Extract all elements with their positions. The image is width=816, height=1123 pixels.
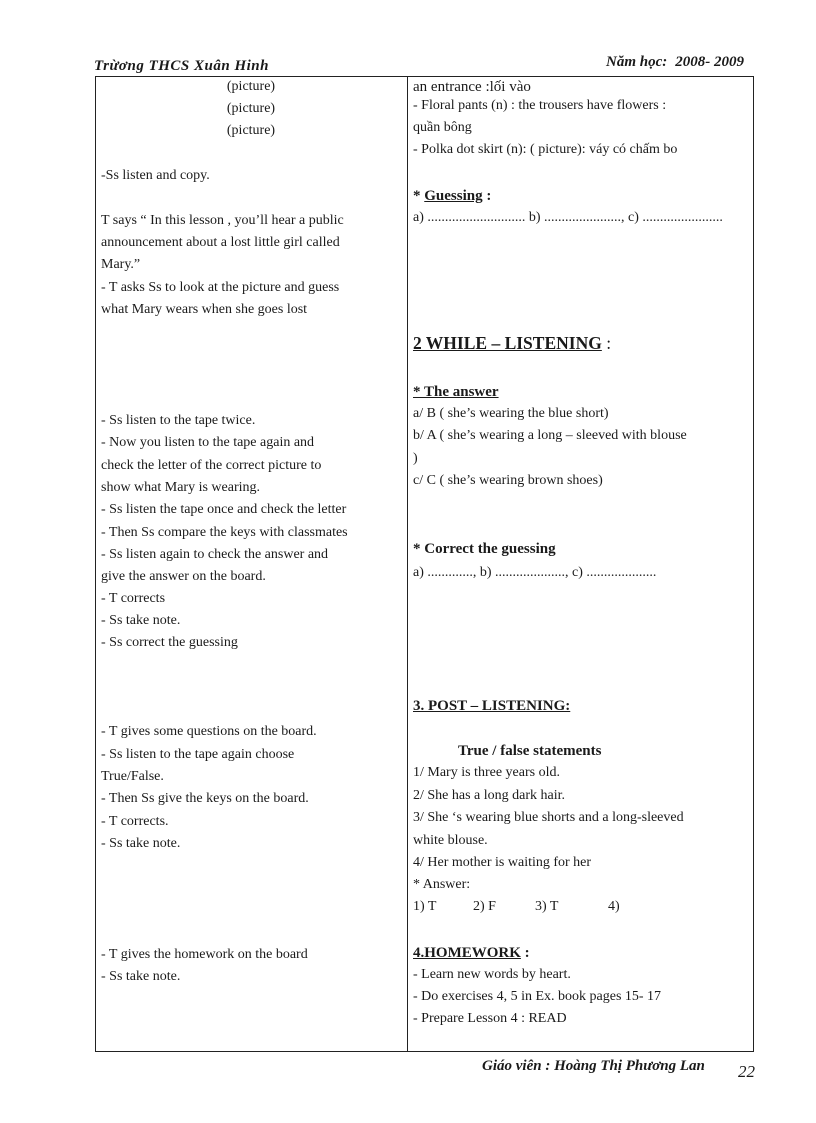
page-number: 22: [738, 1062, 755, 1081]
year-label: Năm học:: [606, 54, 668, 70]
vocab-line: quần bông: [413, 120, 472, 135]
answer-line: b/ A ( she’s wearing a long – sleeved with blouse: [413, 428, 687, 443]
while-step: - Ss listen again to check the answer and: [101, 547, 329, 562]
picture-label: (picture): [226, 79, 276, 94]
answer-key: 3) T: [535, 899, 559, 914]
post-step: - Then Ss give the keys on the board.: [101, 791, 309, 806]
while-step: - Ss correct the guessing: [101, 635, 238, 650]
homework-item: - Learn new words by heart.: [413, 967, 571, 982]
post-step: - T gives some questions on the board.: [101, 724, 317, 739]
while-step: - Now you listen to the tape again and: [101, 435, 315, 450]
while-step: check the letter of the correct picture to: [101, 458, 322, 473]
vocab-line: - Floral pants (n) : the trousers have flowers :: [413, 98, 667, 113]
post-step: - T corrects.: [101, 814, 169, 829]
answer-heading: * The answer: [413, 384, 499, 400]
picture-label: (picture): [226, 101, 276, 116]
answer-label: * Answer:: [413, 877, 471, 892]
statement-line: 3/ She ‘s wearing blue shorts and a long-sleeved: [413, 810, 684, 825]
vocab-line: an entrance :lối vào: [413, 79, 531, 95]
statement-line: 1/ Mary is three years old.: [413, 765, 560, 780]
answer-key: 1) T: [413, 899, 437, 914]
copy-note: -Ss listen and copy.: [101, 168, 210, 183]
while-step: give the answer on the board.: [101, 569, 266, 584]
intro-line: Mary.”: [101, 257, 141, 272]
answer-line: a/ B ( she’s wearing the blue short): [413, 406, 609, 421]
while-step: show what Mary is wearing.: [101, 480, 261, 495]
answer-line: ): [413, 451, 418, 466]
post-step: - Ss take note.: [101, 836, 181, 851]
statement-line: 4/ Her mother is waiting for her: [413, 855, 592, 870]
guessing-blanks: a) ............................ b) ......................, c) .......................: [413, 210, 723, 225]
homework-heading: 4.HOMEWORK :: [413, 945, 530, 961]
vocab-line: - Polka dot skirt (n): ( picture): váy có chấm bo: [413, 142, 678, 157]
homework-item: - Do exercises 4, 5 in Ex. book pages 15- 17: [413, 989, 662, 1004]
answer-key: 4): [608, 899, 620, 914]
intro-line: what Mary wears when she goes lost: [101, 302, 308, 317]
answer-key: 2) F: [473, 899, 496, 914]
true-false-heading: True / false statements: [458, 743, 602, 759]
correct-guessing-heading: * Correct the guessing: [413, 541, 556, 557]
homework-step: - T gives the homework on the board: [101, 947, 308, 962]
teacher-name: Giáo viên : Hoàng Thị Phương Lan: [482, 1058, 705, 1074]
correct-guessing-blanks: a) ............., b) ...................., c) ....................: [413, 565, 657, 580]
post-step: True/False.: [101, 769, 164, 784]
statement-line: 2/ She has a long dark hair.: [413, 788, 566, 803]
intro-line: T says “ In this lesson , you’ll hear a public: [101, 213, 344, 228]
while-listening-heading: 2 WHILE – LISTENING :: [413, 333, 612, 353]
post-step: - Ss listen to the tape again choose: [101, 747, 295, 762]
while-step: - Ss take note.: [101, 613, 181, 628]
picture-label: (picture): [226, 123, 276, 138]
school-name: Trừơng THCS Xuân Hinh: [94, 58, 269, 74]
school-year: [606, 54, 744, 71]
statement-line: white blouse.: [413, 833, 488, 848]
while-step: - Ss listen to the tape twice.: [101, 413, 256, 428]
year-value: 2008- 2009: [675, 54, 744, 70]
while-step: - T corrects: [101, 591, 166, 606]
post-listening-heading: 3. POST – LISTENING:: [413, 698, 571, 714]
while-step: - Then Ss compare the keys with classmates: [101, 525, 348, 540]
intro-line: announcement about a lost little girl called: [101, 235, 340, 250]
homework-item: - Prepare Lesson 4 : READ: [413, 1011, 567, 1026]
answer-line: c/ C ( she’s wearing brown shoes): [413, 473, 603, 488]
homework-step: - Ss take note.: [101, 969, 181, 984]
guessing-heading: * Guessing :: [413, 188, 492, 204]
column-divider: [407, 76, 408, 1052]
intro-line: - T asks Ss to look at the picture and guess: [101, 280, 340, 295]
while-step: - Ss listen the tape once and check the letter: [101, 502, 347, 517]
